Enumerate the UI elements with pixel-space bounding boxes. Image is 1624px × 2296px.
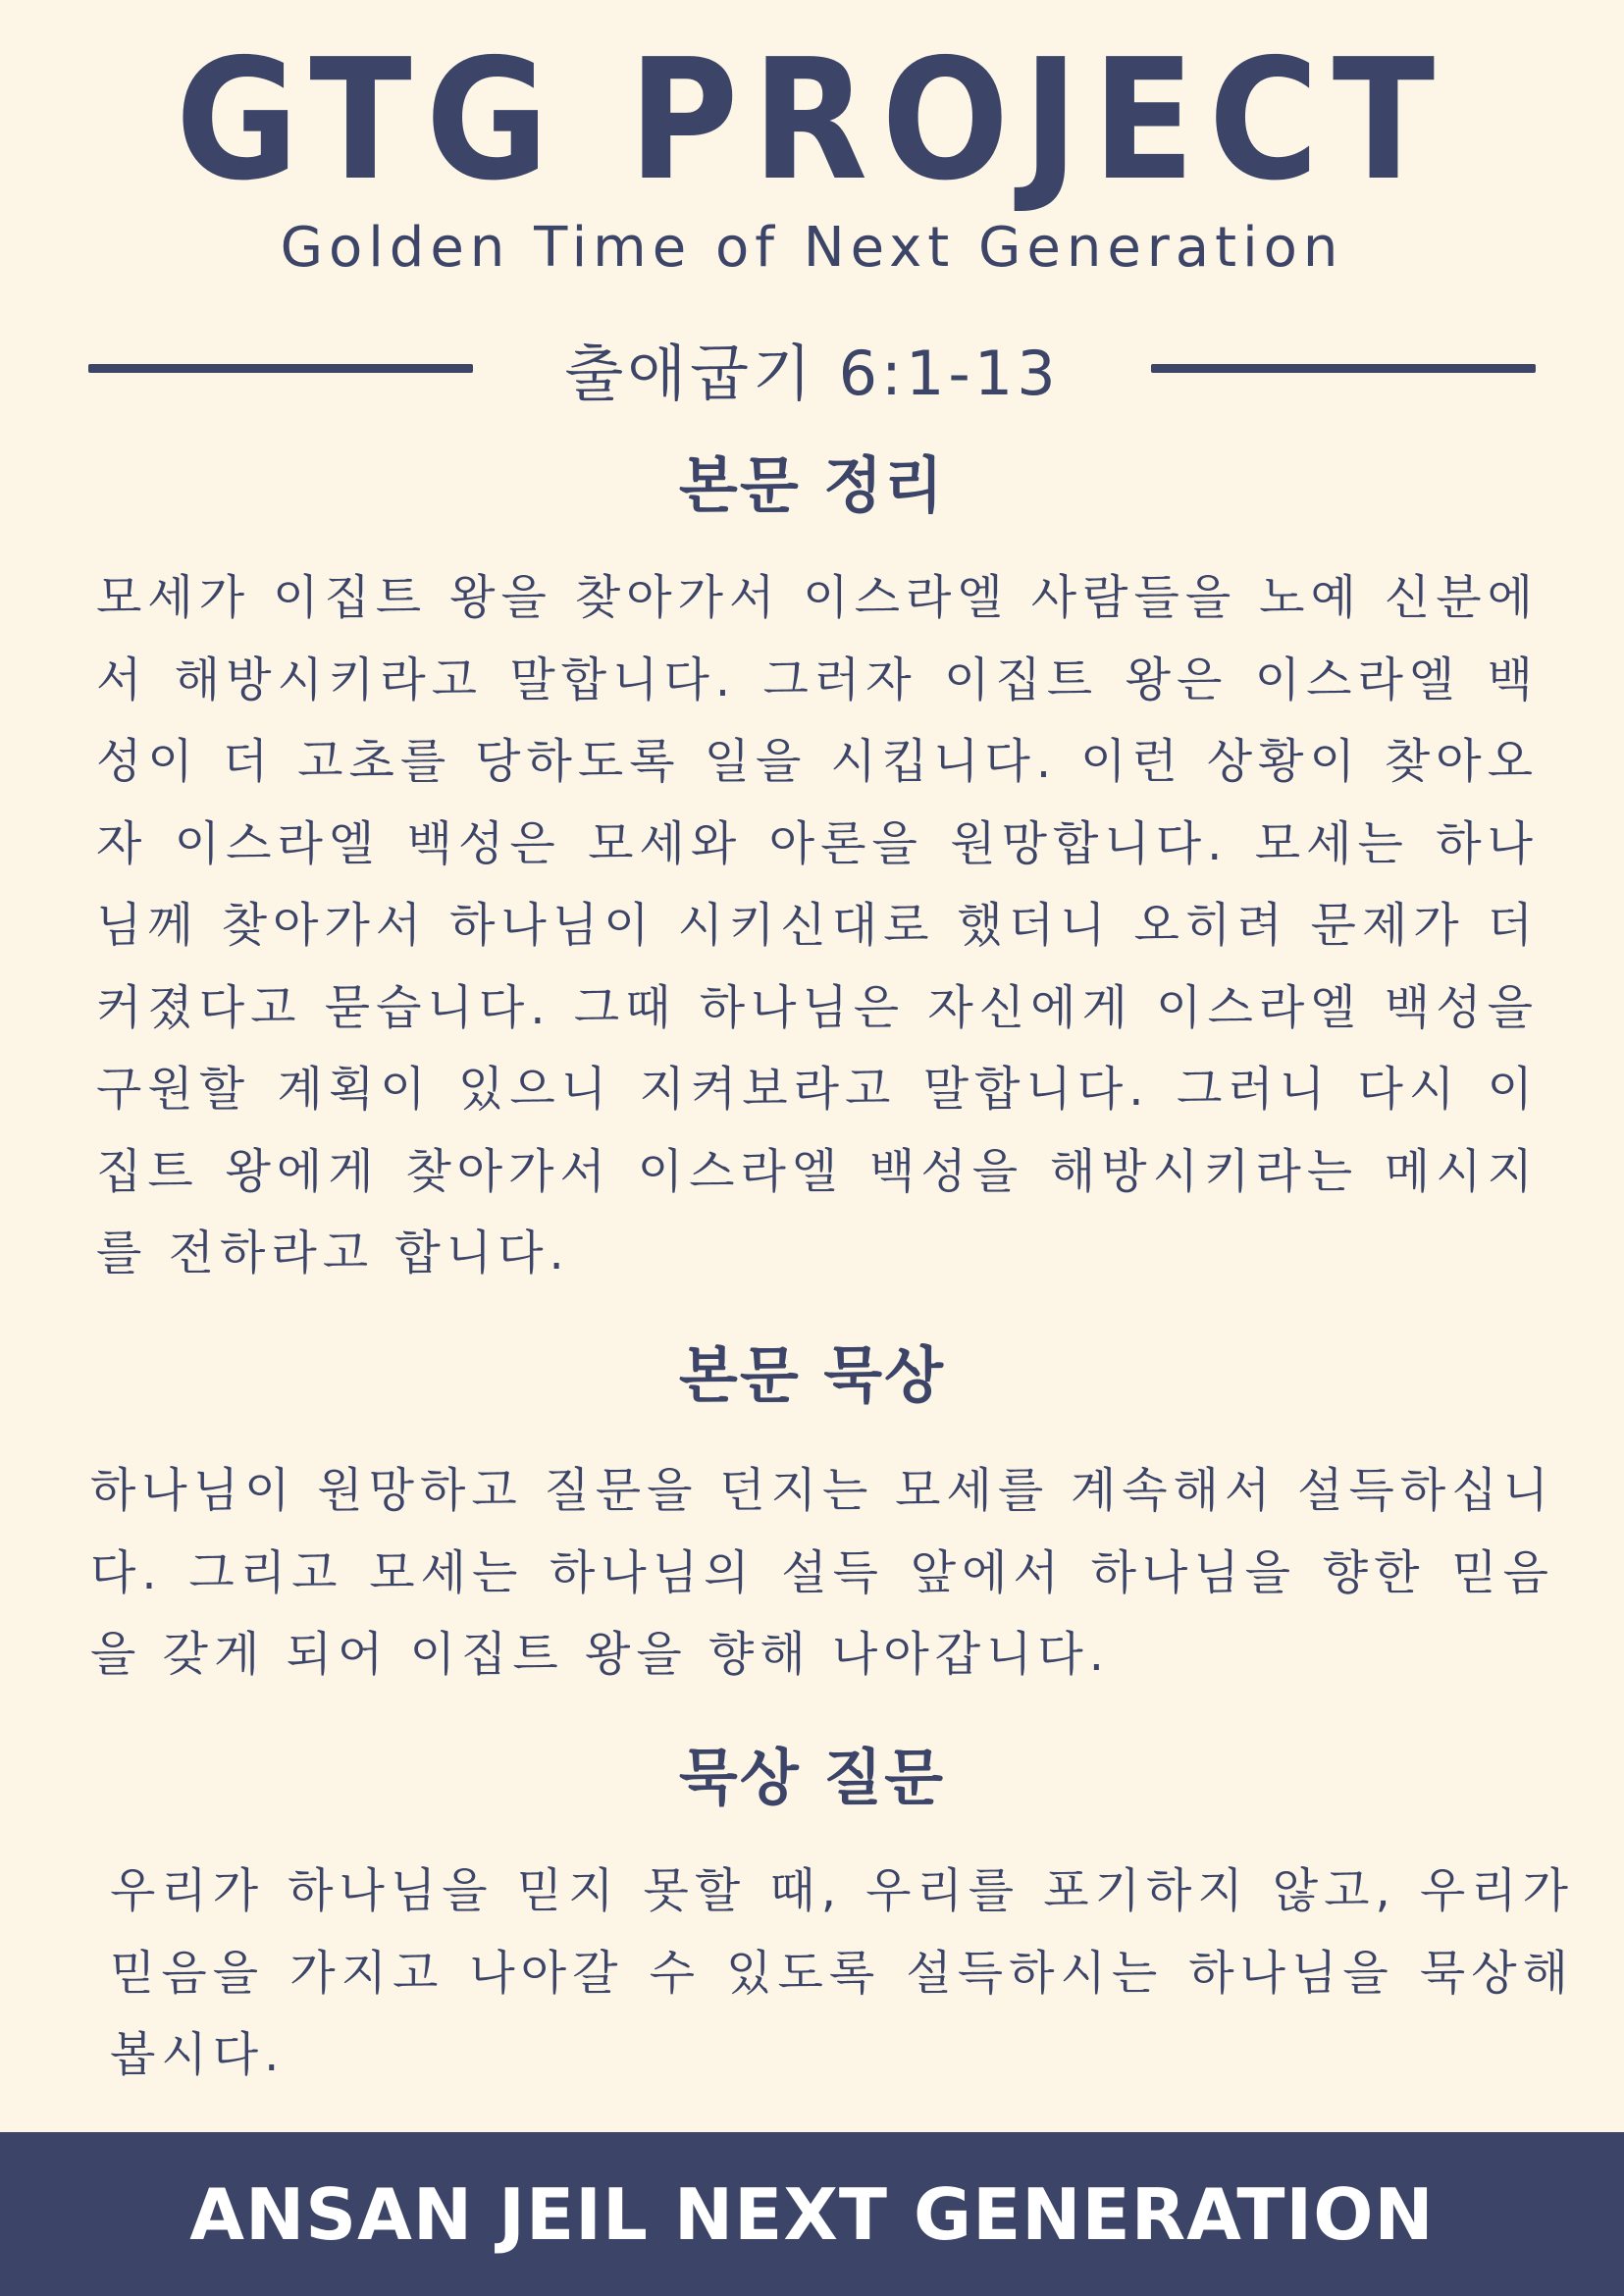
section-heading-question: 묵상 질문 bbox=[678, 1742, 946, 1813]
project-subtitle: Golden Time of Next Generation bbox=[280, 216, 1344, 280]
section-heading-meditation: 본문 묵상 bbox=[678, 1339, 946, 1411]
right-divider bbox=[1151, 364, 1536, 373]
scripture-reference: 출애굽기 6:1-13 bbox=[564, 337, 1060, 409]
footer-text: ANSAN JEIL NEXT GENERATION bbox=[189, 2172, 1435, 2256]
scripture-row bbox=[88, 319, 1536, 417]
section-body-meditation: 하나님이 원망하고 질문을 던지는 모세를 계속해서 설득하십니다. 그리고 모세는 하나님의 설득 앞에서 하나님을 향한 믿음을 갖게 되어 이집트 왕을 향해 나아갑니다. bbox=[90, 1463, 1554, 1682]
section-heading-summary: 본문 정리 bbox=[678, 449, 946, 521]
footer-banner bbox=[0, 2132, 1624, 2296]
section-body-question: 우리가 하나님을 믿지 못할 때, 우리를 포기하지 않고, 우리가 믿음을 가지고 나아갈 수 있도록 설득하시는 하나님을 묵상해봅시다. bbox=[110, 1863, 1574, 2082]
section-body-summary: 모세가 이집트 왕을 찾아가서 이스라엘 사람들을 노예 신분에서 해방시키라고 말합니다. 그러자 이집트 왕은 이스라엘 백성이 더 고초를 당하도록 일을 시킵니다. 이런 상황이 찾아오자 이스라엘 백성은 모세와 아론을 원망합니다. 모세는 하나님께 찾아가서 하나님이 시키신대로 했더니 오히려 문제가 더 커졌다고 묻습니다. 그때 하나님은 자신에게 이스라엘 백성을 구원할 계획이 있으니 지켜보라고 말합니다. 그러니 다시 이집트 왕에게 찾아가서 이스라엘 백성을 해방시키라는 메시지를 전하라고 합니다. bbox=[96, 570, 1539, 1280]
project-title: GTG PROJECT bbox=[175, 24, 1449, 218]
left-divider bbox=[88, 364, 473, 373]
